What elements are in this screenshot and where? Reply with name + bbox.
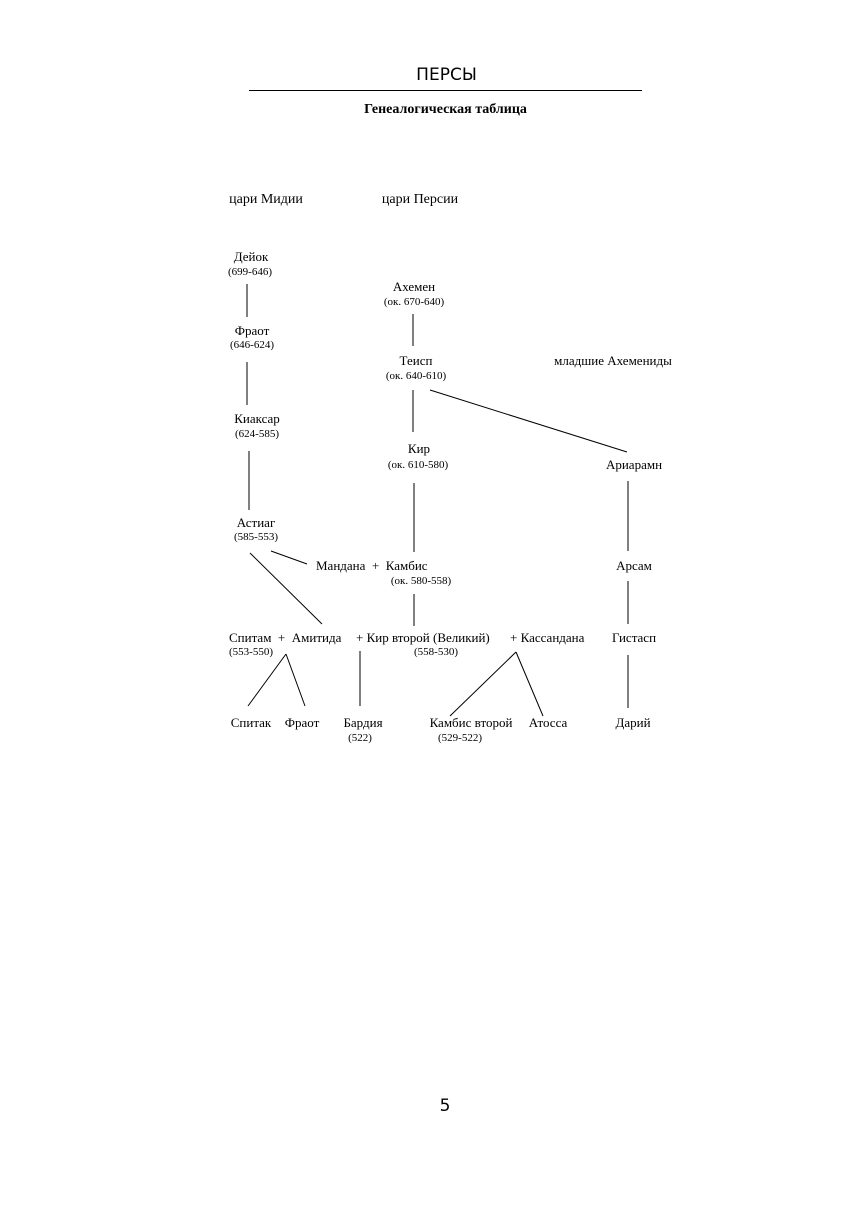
person-kir-great-dates: (558-530) <box>414 646 458 658</box>
group-label-persia: цари Персии <box>381 192 459 207</box>
person-kambis-second-name: Камбис второй <box>429 715 513 730</box>
person-kambis-second-dates: (529-522) <box>438 732 482 744</box>
table-subtitle: Генеалогическая таблица <box>364 102 527 117</box>
connector-line <box>250 553 322 624</box>
person-kir-name: Кир <box>407 441 431 456</box>
connector-line <box>286 654 305 706</box>
person-ariaramn-name: Ариарамн <box>605 457 663 472</box>
person-kambis-dates: (ок. 580-558) <box>390 575 452 587</box>
person-astiag-name: Астиаг <box>236 515 276 530</box>
connector-line <box>271 551 307 564</box>
person-bardia-name: Бардия <box>343 715 383 730</box>
person-arsam-name: Арсам <box>616 558 652 573</box>
person-teisp-dates: (ок. 640-610) <box>385 370 447 382</box>
person-gistasp-name: Гистасп <box>611 630 657 645</box>
connector-line <box>248 654 286 706</box>
person-astiag-dates: (585-553) <box>234 531 278 543</box>
person-fraot-dates: (646-624) <box>230 339 274 351</box>
connector-line <box>516 652 543 716</box>
person-kiaksar-dates: (624-585) <box>235 428 279 440</box>
page-number: 5 <box>439 1096 451 1116</box>
group-label-media: цари Мидии <box>229 192 303 207</box>
person-kir-great-name: + Кир второй (Великий) <box>356 630 490 645</box>
person-kassandana-name: + Кассандана <box>510 630 585 645</box>
person-deiok-name: Дейок <box>233 249 269 264</box>
person-bardia-dates: (522) <box>348 732 372 744</box>
connector-line <box>430 390 627 452</box>
person-fraot-son-name: Фраот <box>284 715 320 730</box>
person-spitam-dates: (553-550) <box>229 646 273 658</box>
person-ahemen-dates: (ок. 670-640) <box>383 296 445 308</box>
person-atossa-name: Атосса <box>528 715 568 730</box>
person-fraot-name: Фраот <box>234 323 270 338</box>
connector-line <box>450 652 516 716</box>
person-ahemen-name: Ахемен <box>392 279 436 294</box>
page-title: ПЕРСЫ <box>416 65 477 85</box>
person-deiok-dates: (699-646) <box>228 266 272 278</box>
group-label-junior-achaemenids: младшие Ахемениды <box>554 353 672 368</box>
person-darius-name: Дарий <box>615 715 651 730</box>
person-kiaksar-name: Киаксар <box>234 411 280 426</box>
person-kir-dates: (ок. 610-580) <box>387 459 449 471</box>
couple-mandana-kambis: Мандана + Камбис <box>316 558 428 573</box>
person-teisp-name: Теисп <box>399 353 433 368</box>
person-spitak-name: Спитак <box>230 715 272 730</box>
couple-spitam-amitida: Спитам + Амитида <box>229 630 342 645</box>
